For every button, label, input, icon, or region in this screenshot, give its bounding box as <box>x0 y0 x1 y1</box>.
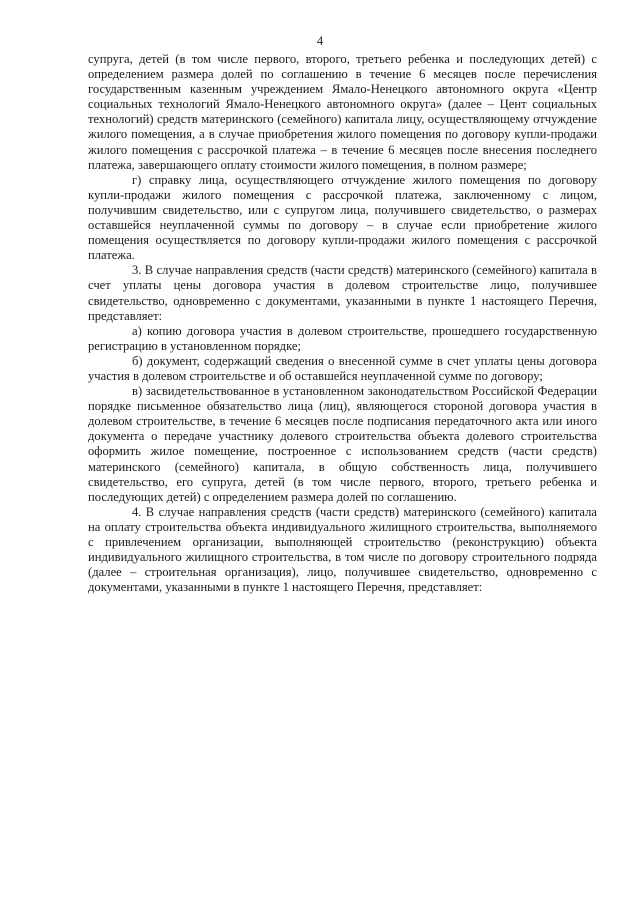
paragraph-item-a: а) копию договора участия в долевом строительстве, прошедшего государственную регистрацию в установленном порядке; <box>88 323 597 353</box>
document-body <box>88 52 597 595</box>
page-number: 4 <box>316 34 324 48</box>
paragraph-section-3: 3. В случае направления средств (части средств) материнского (семейного) капитала в счет уплаты цены договора участия в долевом строительстве лицо, получившее свидетельство, одновременно с документами, указанными в пункте 1 настоящего Перечня, представляет: <box>88 263 597 323</box>
paragraph: супруга, детей (в том числе первого, второго, третьего ребенка и последующих детей) с определением размера долей по соглашению в течение 6 месяцев после перечисления государственным казенным учреждением Ямало-Ненецкого автономного округа «Центр социальных технологий Ямало-Ненецкого автономного округа» (далее – Цент социальных технологий) средств материнского (семейного) капитала лицу, осуществляющему отчуждение жилого помещения, а в случае приобретения жилого помещения по договору купли-продажи жилого помещения с рассрочкой платежа – в течение 6 месяцев после внесения последнего платежа, завершающего оплату стоимости жилого помещения, в полном размере; <box>88 52 597 172</box>
paragraph-item-b: б) документ, содержащий сведения о внесенной сумме в счет уплаты цены договора участия в долевом строительстве и об оставшейся неуплаченной сумме по договору; <box>88 353 597 383</box>
paragraph-item-v: в) засвидетельствованное в установленном законодательством Российской Федерации порядке письменное обязательство лица (лиц), являющегося стороной договора участия в долевом строительстве, в течение 6 месяцев после подписания передаточного акта или иного документа о передаче участнику долевого строительства объекта долевого строительства оформить жилое помещение, построенное с использованием средств (части средств) материнского (семейного) капитала, в общую собственность лица, получившего свидетельство, его супруга, детей (в том числе первого, второго, третьего ребенка и последующих детей) с определением размера долей по соглашению. <box>88 384 597 504</box>
paragraph-item-g: г) справку лица, осуществляющего отчуждение жилого помещения по договору купли-продажи жилого помещения с рассрочкой платежа, заключенному с лицом, получившим свидетельство, или с супругом лица, получившего свидетельство, о размерах оставшейся неуплаченной суммы по договору – в случае если приобретение жилого помещения осуществляется по договору купли-продажи жилого помещения с рассрочкой платежа. <box>88 172 597 263</box>
paragraph-section-4: 4. В случае направления средств (части средств) материнского (семейного) капитала на оплату строительства объекта индивидуального жилищного строительства, выполняемого с привлечением организации, выполняющей строительство (реконструкцию) объекта индивидуального жилищного строительства, в том числе по договору строительного подряда (далее – строительная организация), лицо, получившее свидетельство, одновременно с документами, указанными в пункте 1 настоящего Перечня, представляет: <box>88 504 597 595</box>
